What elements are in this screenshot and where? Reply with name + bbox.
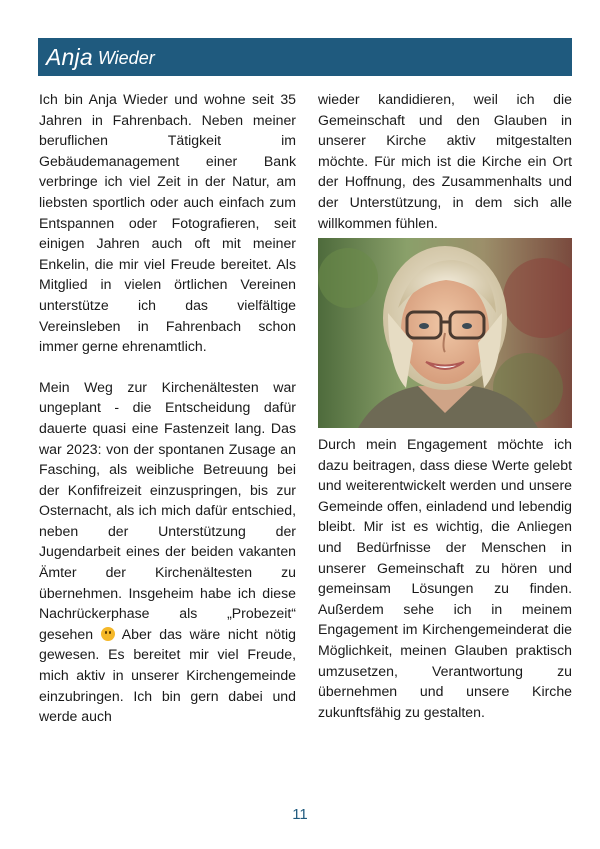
church-paragraph	[39, 377, 296, 727]
engagement-paragraph: Durch mein Engagement möchte ich dazu beitragen, dass diese Werte gelebt und weiterentwickelt werden und unsere Gemeinde offen, einladend und lebendig bleibt. Mir ist es wichtig, die Anliegen und Bedürfnisse der Menschen in unserer Gemeinschaft zu hören und gemeinsam Lösungen zu finden. Außerdem sehe ich in meinem Engagement im Kirchengemeinderat die Möglichkeit, meinen Glauben praktisch umzusetzen, Verantwortung zu übernehmen und unsere Kirche zukunftsfähig zu gestalten.	[318, 436, 572, 720]
title-bar	[38, 38, 572, 76]
church-paragraph-text-1: Mein Weg zur Kirchenältesten war ungeplant - die Entscheidung dafür dauerte quasi eine Fastenzeit lang. Das war 2023: von der spontanen Zusage an Fasching, als weibliche Betreuung bei der Konfifreizeit einzuspringen, bis zur Osternacht, als ich mich dafür entschied, neben der Unterstützung der Jugendarbeit eines der beiden vakanten Ämter der Kirchenältesten zu übernehmen. Insgeheim habe ich diese Nachrückerphase als „Probezeit“ gesehen	[39, 378, 296, 642]
right-column-bottom	[318, 434, 572, 722]
smiley-icon	[101, 627, 115, 641]
page-number: 11	[292, 806, 308, 823]
candidacy-paragraph: wieder kandidieren, weil ich die Gemeinschaft und den Glauben in unserer Kirche aktiv mitgestalten möchte. Für mich ist die Kirche ein Ort der Hoffnung, des Zusammenhalts und der Unterstützung, in dem sich alle willkommen fühlen.	[318, 91, 572, 231]
right-column-top	[318, 89, 572, 233]
name-last: Wieder	[97, 48, 155, 68]
name-first: Anja	[46, 43, 93, 70]
portrait-photo	[318, 238, 572, 428]
church-paragraph-text-2: Aber das wäre nicht nötig gewesen. Es bereitet mir viel Freude, mich aktiv in unserer Kirchengemeinde einzubringen. Ich bin gern dabei und werde auch	[39, 625, 296, 725]
left-column	[39, 89, 296, 727]
intro-paragraph: Ich bin Anja Wieder und wohne seit 35 Jahren in Fahrenbach. Neben meiner beruflichen Tätigkeit im Gebäudemanagement einer Bank verbringe ich viel Zeit in der Natur, am liebsten sportlich oder auch einfach zum Entspannen oder Fotografieren, seit einigen Jahren auch oft mit meiner Enkelin, die mir viel Freude bereitet. Als Mitglied in vielen örtlichen Vereinen unterstütze ich das vielfältige Vereinsleben in Fahrenbach schon immer gerne ehrenamtlich.	[39, 91, 296, 355]
